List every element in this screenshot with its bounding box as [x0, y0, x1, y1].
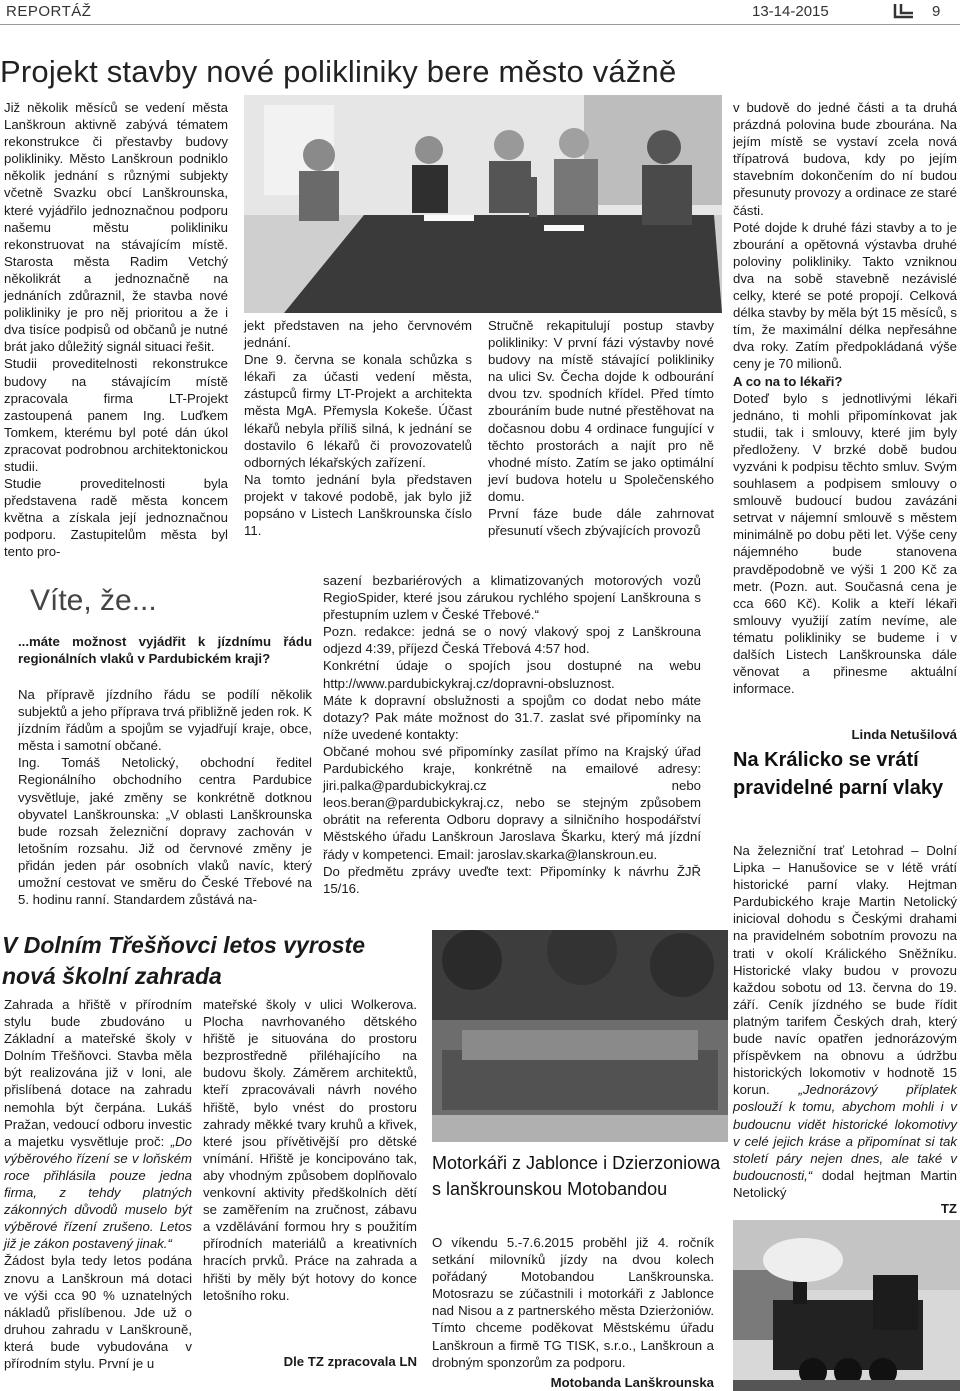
paragraph: Již několik měsíců se vedení města Lanškroun aktivně zabývá tématem rekonstrukce či přestavby budovy polikliniky. Město Lanškroun podniklo několik jednání s různými subjekty včetně Svazku obcí Lanškrounska, které vyjádřilo jednoznačnou podporu našemu městu polikliniku rekonstruovat na stávajícím místě. Starosta města Radim Vetchý několikrát a jednoznačně na jednáních zdůraznil, že stavba nové polikliniky je pro něj prioritou a že i dva tisíce podpisů od občanů je nutné brát jako důležitý signál situaci řešit.: [4, 100, 228, 355]
paragraph: v budově do jedné části a ta druhá prázdná polovina bude zbourána. Na jejím místě se vystaví zcela nová třípatrová budova, kdy po jejím stavebním dokončením do ní budou přesunuty provozy a ordinace ze staré části.: [733, 100, 957, 218]
box-question: ...máte možnost vyjádřit k jízdnímu řádu regionálních vlaků v Pardubickém kraji?: [18, 634, 312, 667]
paragraph: Do předmětu zprávy uveďte text: Připomínky k návrhu ŽJŘ 15/16.: [323, 863, 701, 896]
paragraph: Studii proveditelnosti rekonstrukce budovy na stávajícím místě zpracovala firma LT-Projekt zastoupená panem Ing. Luďkem Tomkem, kterému byl poté dán úkol zpracovat podrobnou architektonickou studii.: [4, 356, 228, 474]
paragraph: Poté dojde k druhé fázi stavby a to je zbourání a opětovná výstavba druhé poloviny polikliniky. Takto vzniknou dva na sobě stavebně nezávislé celky, které se poté propojí. Celková délka stavby by měla být 15 měsíců, s tím, že maximální délka nepřesáhne dva roky. Zatím předpokládaná výše ceny je 70 milionů.: [733, 219, 957, 372]
section-label: REPORTÁŽ: [6, 3, 92, 20]
paragraph: Studie proveditelnosti byla představena radě města koncem května a získala její jednoznačnou podporu. Zastupitelům města byl tento pro-: [4, 476, 228, 560]
author-byline: Motobanda Lanškrounska: [550, 1375, 714, 1390]
poliklinika-column-4: [733, 99, 957, 697]
steam-train-photo: [733, 1220, 960, 1391]
newspaper-logo-icon: [893, 3, 915, 19]
quote: „Do výběrového řízení se v loňském roce přihlásila pouze jedna firma, z tehdy platných zákonných důvodů muselo být výběrové řízení zrušeno. Letos již je zákon postavený jinak.“: [4, 1133, 192, 1252]
paragraph-text: dodal hejtman Martin Netolický: [733, 1167, 957, 1200]
issue-date: 13-14-2015: [752, 3, 829, 20]
motorkari-text: O víkendu 5.-7.6.2015 proběhl již 4. ročník setkání milovníků jízdy na dvou kolech pořádaný Motobandou Lanškrounska. Motosrazu se zúčastnili i motorkáři z Jablonce nad Nisou a z partnerského města Dzierżoniów. Tímto chceme poděkovat Městskému úřadu Lanškroun a firmě TG TISK, s.r.o., Lanškroun a drobným sponzorům za podporu.: [432, 1235, 714, 1370]
paragraph: První fáze bude dále zahrnovat přesunutí všech zbývajících provozů: [488, 506, 714, 539]
paragraph: Stručně rekapitulují postup stavby polikliniky: V první fázi výstavby nové budovy na místě stávající polikliniky na ulici Sv. Čecha dojde k odbourání dvou tzv. spodních křídel. Před tímto zbouráním bude nutné přestěhovat na dočasnou dobu 4 ordinace fungující v těchto prostorách a najít pro ně vhodné místo. Zatím se jako optimální jeví budova hotelu u Společenského domu.: [488, 318, 714, 504]
box-column-right: [323, 572, 701, 897]
poliklinika-column-2: [244, 317, 472, 539]
kralicko-text: [733, 842, 957, 1201]
paragraph: Na přípravě jízdního řádu se podílí několik subjektů a jeho příprava trvá přibližně jeden rok. K jízdním řádům a spojům se vyjadřují kraje, obce, města i samotní občané.: [18, 687, 312, 754]
paragraph: Máte k dopravní obslužnosti a spojům co dodat nebo máte dotazy? Pak máte možnost do 31.7. zaslat své připomínky na níže uvedené kontakty:: [323, 692, 701, 742]
article-title: Na Králicko se vrátí pravidelné parní vlaky: [733, 749, 944, 799]
author-byline: TZ: [940, 1201, 957, 1216]
paragraph: [4, 996, 192, 1252]
subheading: A co na to lékaři?: [733, 373, 843, 389]
author-byline: Linda Netušilová: [851, 727, 957, 742]
poliklinika-column-3: [488, 317, 714, 539]
page-number: 9: [932, 3, 941, 20]
paragraph: Na tomto jednání byla představen projekt v takové podobě, jak bylo již popsáno v Listech Lanškrounska číslo 11.: [244, 471, 472, 539]
author-byline: Dle TZ zpracovala LN: [283, 1354, 417, 1369]
box-column-left: [18, 686, 312, 908]
paragraph: Občané mohou své připomínky zasílat přímo na Krajský úřad Pardubického kraje, konkrétně na emailové adresy: jiri.palka@pardubickykraj.cz nebo leos.beran@pardubickykraj.cz, nebo se stejným způsobem obrátit na referenta Odboru dopravy a silničního hospodářství Městského úřadu Lanškroun Jaroslava Škarku, který má jízdní řády v kompetenci. Email: jaroslav.skarka@lanskroun.eu.: [323, 743, 701, 862]
paragraph: Konkrétní údaje o spojích jsou dostupné na webu http://www.pardubickykraj.cz/dopravni-obsluznost.: [323, 658, 701, 691]
skola-column-1: [4, 996, 192, 1372]
group-photo: [432, 930, 728, 1142]
paragraph: Dne 9. června se konala schůzka s lékaři za účasti vedení města, zástupců firmy LT-Projekt a architekta města MgA. Přemysla Kokeše. Účast lékařů nebyla příliš silná, k jednání se dostavilo 6 lékařů či provozovatelů odborných lékařských zařízení.: [244, 352, 472, 470]
paragraph: [733, 842, 957, 1201]
paragraph: sazení bezbariérových a klimatizovaných motorových vozů RegioSpider, které jsou zárukou rychlého spojení Lanškrouna s přestupním uzlem v České Třebové.“: [323, 573, 701, 623]
skola-column-2: [203, 996, 417, 1304]
paragraph: Pozn. redakce: jedná se o nový vlakový spoj z Lanškrouna odjezd 4:39, příjezd Česká Třebová 4:57 hod.: [323, 624, 701, 657]
paragraph: Ing. Tomáš Netolický, obchodní ředitel Regionálního obchodního centra Pardubice vysvětluje, jaké změny se konkrétně dotknou obyvatel Lanškrounska: „V oblasti Lanškrounska bude rozsah železniční dopravy zachován v letošním rozsahu. Již od červnové změny je přidán jeden pár osobních vlaků navíc, který umožní cestovat ve směru do České Třebové na 5. hodinu ranní. Standardem zůstává na-: [18, 755, 312, 908]
poliklinika-column-1: [4, 99, 228, 561]
paragraph: jekt představen na jeho červnovém jednání.: [244, 318, 472, 351]
paragraph-text: Zahrada a hřiště v přírodním stylu bude zbudováno u Základní a mateřské školy v Dolním Třešňovci. Stavba měla být realizována již v loni, ale přislíbená dotace na zahradu nemohla být čerpána. Lukáš Pražan, vedoucí odboru investic a majetku vysvětluje proč:: [4, 997, 192, 1149]
quote: „Jednorázový příplatek poslouží k tomu, abychom mohli i v budoucnu vidět historické lokomotivy v celé jejich kráse a připomínat si tak století páry nejen dnes, ale také v budoucnosti,“: [733, 1082, 957, 1183]
main-headline: Projekt stavby nové polikliniky bere město vážně: [0, 54, 677, 89]
paragraph-text: Na železniční trať Letohrad – Dolní Lipka – Hanušovice se v létě vrátí historické parní vlaky. Hejtman Pardubického kraje Martin Netolický inicioval dohodu s Českými drahami na pravidelném sobotním provozu na trati v okolí Králického Sněžníku. Historické vlaky budou v provozu každou sobotu od 13. června do 19. září. Ceník jízdného se bude řídit platným tarifem Českých drah, který bude navíc opatřen jednorázovým příspěvkem na obnovu a údržbu historických lokomotiv v hodnotě 15 korun.: [733, 843, 957, 1098]
box-heading: Víte, že...: [30, 584, 157, 617]
article-title: Motorkáři z Jablonce i Dzierzoniowa s lanškrounskou Motobandou: [432, 1153, 721, 1199]
paragraph: mateřské školy v ulici Wolkerova. Plocha navrhovaného dětského hřiště je situována do prostoru bezprostředně přiléhajícího na budovu školy. Záměrem architektů, kteří zpracovávali návrh nového hřiště, bylo vnést do prostoru zahrady měkké tvary kruhů a křivek, které jsou přívětivější pro dětské vnímání. Hřiště je koncipováno tak, aby vhodným způsobem doplňovalo venkovní aktivity předškolních dětí se zaměřením na zručnost, zábavu a vzdělávání formou hry s použitím přírodních materiálů a kreativních hracích prvků. Práce na zahrada a hřišti by měly být hotovy do konce letošního roku.: [203, 997, 417, 1303]
article-title: V Dolním Třešňovci letos vyroste nová školní zahrada: [2, 932, 366, 989]
paragraph: Doteď bylo s jednotlivými lékaři jednáno, ti mohli připomínkovat jak studii, tak i smlouvy, které jim byly předloženy. V brzké době budou vyzváni k podpisu těchto smluv. Svým souhlasem a podpisem smlouvy o smlouvě budoucí budou zavázáni setrvat v nájemní smlouvě s městem minimálně po dobu pěti let. Výše ceny nájemného bude stanovena pravděpodobně ve výši 1 200 Kč za metr. (Pozn. aut. Současná cena je cca 660 Kč). Kolik a kteří lékaři smlouvy využijí zatím nevíme, ale tématu polikliniky se budeme i v dalších Listech Lanškrounska dále věnovat a přinesme aktuální informace.: [733, 390, 957, 697]
meeting-photo: [244, 95, 722, 313]
paragraph: Žádost byla tedy letos podána znovu a Lanškroun má dotaci ve výši cca 90 % uznatelných nákladů přislíbenou. Jde už o druhou zahradu v Lanškrouně, která bude vybudována v přírodním stylu. První je u: [4, 1253, 192, 1371]
